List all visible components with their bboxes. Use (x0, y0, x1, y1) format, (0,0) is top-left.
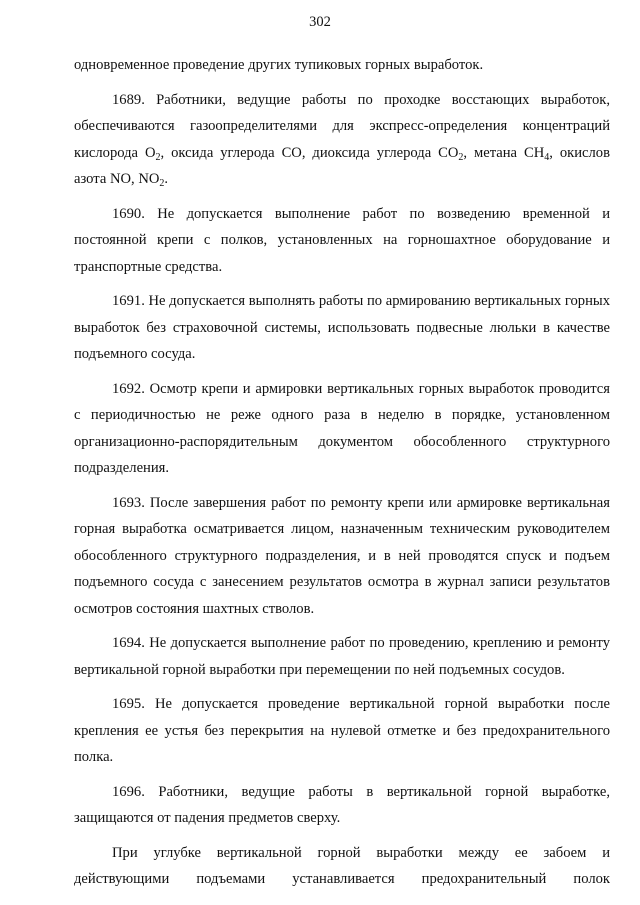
subscript-o2: 2 (155, 151, 161, 163)
paragraph-continuation: одновременное проведение других тупиковых горных выработок. (74, 57, 484, 73)
document-body (74, 52, 610, 893)
subscript-co2: 2 (458, 151, 464, 163)
paragraph-continuing: При углубке вертикальной горной выработки между ее забоем и действующими подъемами устанавливается предохранительный полок (74, 844, 610, 887)
paragraph-1696: 1696. Работники, ведущие работы в вертикальной горной выработке, защищаются от падения предметов сверху. (74, 783, 610, 826)
page-number: 302 (309, 14, 331, 30)
paragraph-1692: 1692. Осмотр крепи и армировки вертикальных горных выработок проводится с периодичностью не реже одного раза в неделю в порядке, установленном организационно-распорядительным документом обособленного структурного подразделения. (74, 380, 610, 476)
paragraph-1689-text-d: , окислов азота NO, NO (74, 144, 610, 187)
paragraph-1689-text-c: , метана CH (463, 144, 545, 161)
paragraph-1689 (74, 87, 610, 193)
paragraph-1691: 1691. Не допускается выполнять работы по армированию вертикальных горных выработок без страховочной системы, использовать подвесные люльки в качестве подъемного сосуда. (74, 293, 610, 362)
paragraph-1695: 1695. Не допускается проведение вертикальной горной выработки после крепления ее устья без перекрытия на нулевой отметке и без предохранительного полка. (74, 696, 610, 765)
paragraph-1694: 1694. Не допускается выполнение работ по проведению, креплению и ремонту вертикальной горной выработки при перемещении по ней подъемных сосудов. (74, 635, 610, 678)
paragraph-1689-text-e: . (164, 171, 169, 187)
paragraph-1693: 1693. После завершения работ по ремонту крепи или армировке вертикальная горная выработка осматривается лицом, назначенным техническим руководителем обособленного структурного подразделения, и в ней проводятся спуск и подъем подъемного сосуда с занесением результатов осмотра в журнал записи результатов осмотров состояния шахтных стволов. (74, 494, 610, 617)
paragraph-1689-text-b: , оксида углерода CO, диоксида углерода CO (160, 144, 459, 161)
subscript-no2: 2 (159, 178, 165, 189)
paragraph-1689-text-a: 1689. Работники, ведущие работы по проходке восстающих выработок, обеспечиваются газоопределителями для экспресс-определения концентраций кислорода O (74, 91, 610, 161)
paragraph-1690: 1690. Не допускается выполнение работ по возведению временной и постоянной крепи с полков, установленных на горношахтное оборудование и транспортные средства. (74, 205, 610, 275)
subscript-ch4: 4 (544, 151, 550, 163)
